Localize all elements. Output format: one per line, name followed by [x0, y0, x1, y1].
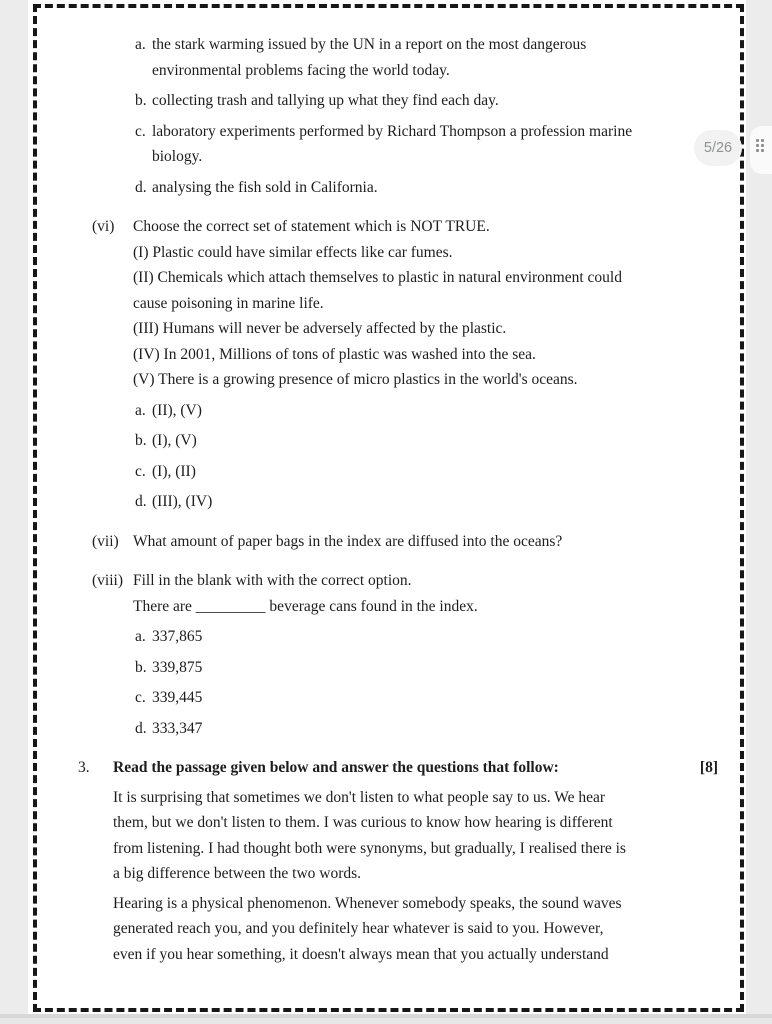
- option-label: a.: [135, 401, 146, 419]
- option-line: [28, 489, 746, 515]
- paragraph-line: from listening. I had thought both were synonyms, but gradually, I realised there is: [113, 839, 626, 857]
- option-line: [28, 655, 746, 681]
- option-label: d.: [135, 493, 147, 510]
- question-line: [28, 529, 746, 555]
- option-label: c.: [135, 122, 146, 140]
- paragraph-line: them, but we don't listen to them. I was curious to know how hearing is different: [113, 814, 613, 831]
- option-line: [28, 398, 746, 424]
- question-text: What amount of paper bags in the index are diffused into the oceans?: [133, 532, 563, 550]
- statement-line: (III) Humans will never be adversely affected by the plastic.: [133, 320, 507, 337]
- question-text: Fill in the blank with with the correct option.: [133, 572, 412, 589]
- option-text: laboratory experiments performed by Richard Thompson a profession marine: [152, 122, 633, 140]
- paragraph-line: generated reach you, and you definitely hear whatever is said to you. However,: [113, 920, 604, 937]
- dot: [756, 144, 759, 147]
- option-block: [28, 32, 746, 83]
- option-label: c.: [135, 689, 146, 706]
- statement-line: (II) Chemicals which attach themselves to plastic in natural environment could: [133, 269, 622, 286]
- option-text: 333,347: [152, 719, 203, 737]
- question-line: [28, 214, 746, 240]
- paragraph-line: even if you hear something, it doesn't always mean that you actually understand: [113, 945, 609, 963]
- question-block: [28, 214, 746, 240]
- option-block: [28, 655, 746, 681]
- statement-block: [28, 316, 746, 342]
- heading-number: 3.: [78, 759, 90, 776]
- paragraph-line: Hearing is a physical phenomenon. Whenever somebody speaks, the sound waves: [113, 894, 622, 912]
- option-label: b.: [135, 658, 147, 676]
- marks-badge: [8]: [699, 759, 718, 776]
- drag-handle[interactable]: [750, 126, 772, 174]
- option-label: c.: [135, 462, 146, 480]
- page-indicator-badge: [694, 130, 742, 166]
- option-block: [28, 685, 746, 711]
- question-text: Choose the correct set of statement which is NOT TRUE.: [133, 218, 490, 235]
- statement-block: [28, 342, 746, 368]
- option-block: [28, 119, 746, 170]
- document-content: [28, 0, 746, 967]
- heading-block: [28, 755, 746, 781]
- question-block: [28, 568, 746, 594]
- option-line: [28, 88, 746, 114]
- option-line: [28, 119, 746, 145]
- option-text: (II), (V): [152, 401, 202, 419]
- statement-line: (IV) In 2001, Millions of tons of plastic was washed into the sea.: [133, 345, 536, 363]
- option-label: b.: [135, 432, 147, 449]
- option-text: 337,865: [152, 628, 203, 645]
- option-label: d.: [135, 178, 147, 196]
- option-label: b.: [135, 92, 147, 109]
- statement-line: cause poisoning in marine life.: [133, 294, 324, 312]
- statement-block: [28, 240, 746, 266]
- option-line: [28, 175, 746, 201]
- app-bottom-strip: [0, 1018, 772, 1024]
- document-page: [28, 0, 746, 1014]
- dot: [761, 144, 764, 147]
- option-line: [28, 624, 746, 650]
- option-block: [28, 716, 746, 742]
- option-label: a.: [135, 36, 146, 53]
- heading-row: [28, 755, 746, 781]
- drag-handle-dots-icon: [756, 139, 764, 152]
- option-line-cont: biology.: [152, 148, 203, 165]
- option-text: (III), (IV): [152, 493, 213, 510]
- dot: [756, 139, 759, 142]
- option-block: [28, 398, 746, 424]
- question-label: (vi): [92, 218, 115, 235]
- heading-text: Read the passage given below and answer the questions that follow:: [113, 759, 559, 776]
- paragraph-line: a big difference between the two words.: [113, 865, 362, 882]
- dot: [756, 149, 759, 152]
- option-text: 339,875: [152, 658, 203, 676]
- option-label: d.: [135, 719, 147, 737]
- dot: [761, 149, 764, 152]
- dot: [761, 139, 764, 142]
- option-block: [28, 175, 746, 201]
- paragraph-block: [28, 891, 746, 968]
- statement-line: (V) There is a growing presence of micro plastics in the world's oceans.: [133, 371, 578, 388]
- statement-line: There are _________ beverage cans found in the index.: [133, 597, 478, 615]
- option-text: (I), (V): [152, 432, 197, 449]
- paragraph-block: [28, 785, 746, 887]
- option-block: [28, 428, 746, 454]
- option-block: [28, 489, 746, 515]
- question-line: [28, 568, 746, 594]
- option-line-cont: environmental problems facing the world today.: [152, 61, 450, 79]
- option-text: the stark warming issued by the UN in a report on the most dangerous: [152, 36, 587, 53]
- question-label: (vii): [92, 532, 119, 550]
- option-line: [28, 32, 746, 58]
- option-block: [28, 459, 746, 485]
- option-line: [28, 716, 746, 742]
- page-indicator-label: 5/26: [703, 140, 733, 156]
- option-text: 339,445: [152, 689, 203, 706]
- option-block: [28, 88, 746, 114]
- question-block: [28, 529, 746, 555]
- statement-block: [28, 265, 746, 316]
- option-block: [28, 624, 746, 650]
- statement-line: (I) Plastic could have similar effects like car fumes.: [133, 243, 453, 261]
- statement-block: [28, 594, 746, 620]
- paragraph-line: It is surprising that sometimes we don't listen to what people say to us. We hear: [113, 788, 606, 806]
- option-line: [28, 685, 746, 711]
- option-text: analysing the fish sold in California.: [152, 178, 378, 196]
- option-text: collecting trash and tallying up what they find each day.: [152, 92, 499, 109]
- option-line: [28, 428, 746, 454]
- question-label: (viii): [92, 572, 123, 589]
- option-label: a.: [135, 628, 146, 645]
- option-line: [28, 459, 746, 485]
- statement-block: [28, 367, 746, 393]
- option-text: (I), (II): [152, 462, 196, 480]
